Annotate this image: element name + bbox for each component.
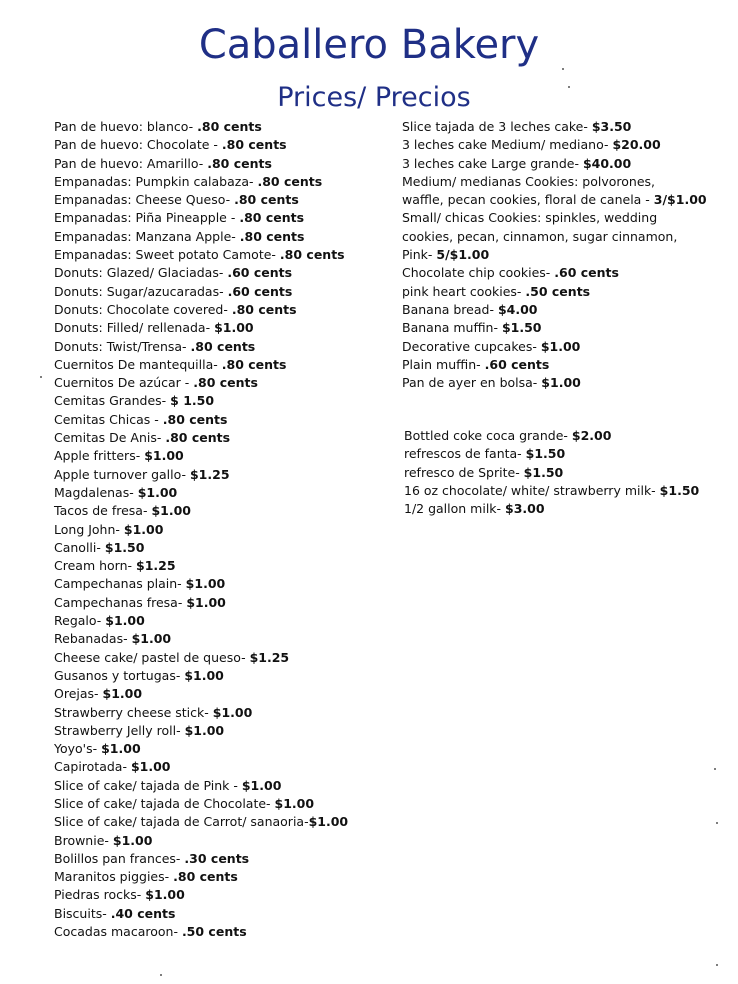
item-price: .80 cents <box>197 119 262 134</box>
item-price: $3.00 <box>505 501 545 517</box>
item-name: Pan de huevo: Amarillo- <box>54 155 208 171</box>
price-item <box>54 173 394 191</box>
price-item <box>54 740 394 758</box>
item-price: $40.00 <box>582 155 632 171</box>
item-name: Brownie- <box>54 832 113 848</box>
item-price: $1.25 <box>189 466 230 482</box>
price-item <box>54 704 394 722</box>
item-price: .80 cents <box>279 247 345 263</box>
item-name: Canolli- <box>54 539 105 555</box>
price-item <box>54 484 394 502</box>
item-name: Donuts: Sugar/azucaradas- <box>54 283 228 299</box>
price-item <box>54 228 394 246</box>
item-name: Slice of cake/ tajada de Chocolate- <box>54 795 275 811</box>
item-name: Empanadas: Sweet potato Camote- <box>54 247 280 263</box>
item-name: Strawberry cheese stick- <box>54 704 213 720</box>
price-item <box>54 667 394 685</box>
item-price: $1.00 <box>102 686 143 702</box>
item-name: Donuts: Filled/ rellenada- <box>54 320 215 336</box>
price-item <box>54 502 394 520</box>
item-price: .60 cents <box>227 283 293 299</box>
right-price-list-drinks <box>404 427 734 518</box>
item-price: $1.00 <box>130 759 171 775</box>
item-name: cookies, pecan, cinnamon, sugar cinnamon, <box>402 228 678 244</box>
price-item <box>54 630 394 648</box>
price-item <box>54 246 394 264</box>
item-price: $1.00 <box>214 320 254 336</box>
item-name: Slice tajada de 3 leches cake- <box>402 119 592 134</box>
price-item <box>54 795 394 813</box>
item-name: Regalo- <box>54 613 106 629</box>
item-name: Bottled coke coca grande- <box>404 428 572 443</box>
scan-speck <box>568 86 570 88</box>
item-name: Orejas- <box>54 686 103 702</box>
price-item <box>54 374 394 392</box>
item-price: $1.00 <box>541 375 581 391</box>
item-name: Donuts: Glazed/ Glaciadas- <box>54 265 228 281</box>
item-price: $1.00 <box>145 887 185 903</box>
item-price: $2.00 <box>571 428 612 443</box>
item-price: $1.50 <box>525 446 566 462</box>
price-item <box>54 411 394 429</box>
price-item <box>54 868 394 886</box>
item-name: waffle, pecan cookies, floral de canela - <box>402 192 654 208</box>
scan-speck <box>160 974 162 976</box>
item-price: 5/$1.00 <box>436 247 490 263</box>
item-price: .50 cents <box>525 283 591 299</box>
price-item <box>54 557 394 575</box>
item-price: .80 cents <box>234 192 299 208</box>
item-price: .40 cents <box>110 905 176 921</box>
item-price: $1.00 <box>185 576 226 592</box>
item-price: .80 cents <box>257 173 323 189</box>
item-price: $1.00 <box>151 503 191 519</box>
page-subtitle: Prices/ Precios <box>277 82 471 113</box>
item-price: .80 cents <box>221 356 287 372</box>
scan-speck <box>716 964 718 966</box>
page-title: Caballero Bakery <box>198 22 540 68</box>
item-price: .80 cents <box>221 137 287 153</box>
item-price: .80 cents <box>239 228 305 244</box>
item-price: $1.00 <box>186 594 226 610</box>
item-price: $1.25 <box>136 558 176 574</box>
item-name: Donuts: Chocolate covered- <box>54 301 232 317</box>
price-item <box>402 338 732 356</box>
price-item <box>402 283 732 301</box>
price-item <box>54 338 394 356</box>
price-item <box>54 191 394 209</box>
item-price: $ 1.50 <box>170 393 215 409</box>
price-item <box>54 356 394 374</box>
item-price: $1.50 <box>104 539 145 555</box>
price-item <box>404 464 734 482</box>
item-name: Chocolate chip cookies- <box>402 265 555 281</box>
price-item <box>54 612 394 630</box>
scan-speck <box>714 768 716 770</box>
item-name: Cheese cake/ pastel de queso- <box>54 649 250 665</box>
item-name: Piedras rocks- <box>54 887 146 903</box>
item-price: $3.50 <box>591 119 632 134</box>
price-item <box>402 319 732 337</box>
price-item <box>54 539 394 557</box>
price-item <box>54 886 394 904</box>
price-item <box>402 264 732 282</box>
price-item <box>54 392 394 410</box>
price-item <box>54 521 394 539</box>
item-price: $1.00 <box>184 667 224 683</box>
item-name: Cemitas Grandes- <box>54 393 171 409</box>
item-price: .80 cents <box>207 155 272 171</box>
item-name: Apple turnover gallo- <box>54 466 190 482</box>
item-name: Empanadas: Pumpkin calabaza- <box>54 173 258 189</box>
item-price: $1.00 <box>184 722 225 738</box>
item-price: $1.00 <box>540 338 581 354</box>
price-item <box>402 301 732 319</box>
item-name: Rebanadas- <box>54 631 132 647</box>
price-item <box>54 905 394 923</box>
item-price: .30 cents <box>184 850 250 866</box>
item-name: Cuernitos De azúcar - <box>54 375 194 391</box>
item-name: Cuernitos De mantequilla- <box>54 356 222 372</box>
item-name: Cream horn- <box>54 558 136 574</box>
item-name: Plain muffin- <box>402 356 485 372</box>
item-price: $1.00 <box>274 795 315 811</box>
item-name: Pan de huevo: Chocolate - <box>54 137 222 153</box>
item-name: Apple fritters- <box>54 448 145 464</box>
item-name: Magdalenas- <box>54 484 138 500</box>
price-item <box>54 758 394 776</box>
price-item <box>54 301 394 319</box>
price-item <box>402 191 732 209</box>
price-item <box>54 283 394 301</box>
price-item <box>54 136 394 154</box>
item-name: Cocadas macaroon- <box>54 924 182 940</box>
item-name: 1/2 gallon milk- <box>404 501 506 517</box>
item-name: Medium/ medianas Cookies: polvorones, <box>402 173 656 189</box>
item-price: $1.00 <box>112 832 153 848</box>
item-name: Pan de ayer en bolsa- <box>402 375 542 391</box>
item-price: $1.00 <box>241 777 282 793</box>
item-price: $1.00 <box>101 741 141 757</box>
item-name: Empanadas: Piña Pineapple - <box>54 210 240 226</box>
item-price: .80 cents <box>173 869 238 885</box>
item-name: Slice of cake/ tajada de Pink - <box>54 777 242 793</box>
item-price: $20.00 <box>612 137 661 153</box>
scan-speck <box>562 68 564 70</box>
price-item <box>54 685 394 703</box>
price-item <box>54 575 394 593</box>
item-price: $1.00 <box>105 613 145 629</box>
item-price: $1.00 <box>137 484 178 500</box>
item-price: $1.00 <box>131 631 172 647</box>
item-name: Empanadas: Manzana Apple- <box>54 228 240 244</box>
item-price: .80 cents <box>239 210 305 226</box>
price-item <box>402 209 732 227</box>
item-name: Yoyo's- <box>54 741 102 757</box>
price-item <box>54 319 394 337</box>
item-price: $1.25 <box>249 649 290 665</box>
price-item <box>402 136 732 154</box>
item-name: Capirotada- <box>54 759 131 775</box>
right-price-list-bakery <box>402 118 732 392</box>
item-name: 3 leches cake Medium/ mediano- <box>402 137 613 153</box>
price-item <box>402 356 732 374</box>
price-item <box>54 722 394 740</box>
item-name: Pan de huevo: blanco- <box>54 119 198 134</box>
price-item <box>54 832 394 850</box>
price-item <box>54 649 394 667</box>
price-item <box>54 777 394 795</box>
price-item <box>54 923 394 941</box>
item-name: Campechanas plain- <box>54 576 186 592</box>
item-name: Gusanos y tortugas- <box>54 667 185 683</box>
item-price: .80 cents <box>165 430 231 446</box>
item-price: $1.00 <box>123 521 164 537</box>
item-name: Small/ chicas Cookies: spinkles, wedding <box>402 210 658 226</box>
price-item <box>402 118 732 136</box>
item-name: Slice of cake/ tajada de Carrot/ sanaoria- <box>54 814 309 830</box>
item-name: Long John- <box>54 521 124 537</box>
price-item <box>54 118 394 136</box>
item-name: Banana bread- <box>402 301 498 317</box>
price-item <box>54 447 394 465</box>
item-name: Cemitas De Anis- <box>54 430 166 446</box>
scan-speck <box>40 376 42 378</box>
item-price: $1.50 <box>659 482 700 498</box>
price-item <box>54 813 394 831</box>
item-name: Pink- <box>402 247 437 263</box>
price-item <box>54 429 394 447</box>
item-name: 16 oz chocolate/ white/ strawberry milk- <box>404 482 660 498</box>
price-item <box>54 155 394 173</box>
price-item <box>54 466 394 484</box>
price-item <box>402 155 732 173</box>
price-item <box>402 228 732 246</box>
item-name: Bolillos pan frances- <box>54 850 185 866</box>
item-name: refresco de Sprite- <box>404 464 524 480</box>
item-price: $1.00 <box>308 814 349 830</box>
item-name: Decorative cupcakes- <box>402 338 541 354</box>
item-name: pink heart cookies- <box>402 283 526 299</box>
item-price: $1.00 <box>212 704 253 720</box>
price-item <box>402 173 732 191</box>
price-item <box>404 500 734 518</box>
item-name: Maranitos piggies- <box>54 869 174 885</box>
item-price: $1.00 <box>144 448 184 464</box>
item-name: refrescos de fanta- <box>404 446 526 462</box>
price-item <box>402 374 732 392</box>
item-price: .60 cents <box>484 356 550 372</box>
item-name: Banana muffin- <box>402 320 502 336</box>
price-item <box>54 209 394 227</box>
item-name: Tacos de fresa- <box>54 503 152 519</box>
item-price: .80 cents <box>193 375 258 391</box>
price-item <box>404 427 734 445</box>
item-price: .50 cents <box>181 924 247 940</box>
price-item <box>54 264 394 282</box>
scan-speck <box>716 822 718 824</box>
item-name: 3 leches cake Large grande- <box>402 155 583 171</box>
item-price: $1.50 <box>523 464 564 480</box>
item-name: Donuts: Twist/Trensa- <box>54 338 191 354</box>
price-item <box>404 445 734 463</box>
item-price: .80 cents <box>190 338 256 354</box>
item-price: $1.50 <box>501 320 542 336</box>
item-name: Cemitas Chicas - <box>54 411 163 427</box>
item-price: .80 cents <box>162 411 228 427</box>
item-price: .60 cents <box>227 265 293 281</box>
item-price: .80 cents <box>231 301 297 317</box>
item-price: $4.00 <box>497 301 538 317</box>
item-price: .60 cents <box>554 265 619 281</box>
item-name: Biscuits- <box>54 905 111 921</box>
item-name: Empanadas: Cheese Queso- <box>54 192 235 208</box>
item-name: Strawberry Jelly roll- <box>54 722 185 738</box>
price-item <box>404 482 734 500</box>
item-name: Campechanas fresa- <box>54 594 187 610</box>
left-price-list <box>54 118 394 941</box>
price-item <box>402 246 732 264</box>
price-item <box>54 594 394 612</box>
item-price: 3/$1.00 <box>653 192 707 208</box>
price-item <box>54 850 394 868</box>
